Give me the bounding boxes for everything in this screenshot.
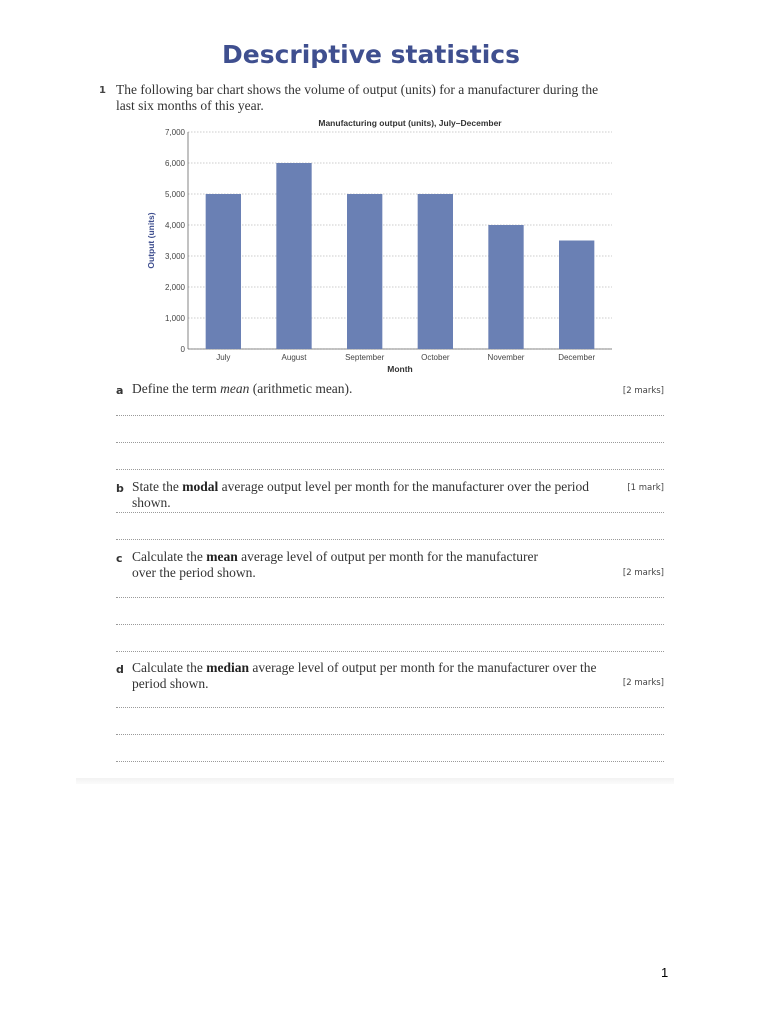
- x-tick-label: August: [281, 353, 307, 362]
- y-tick-label: 7,000: [164, 128, 185, 137]
- part-d-marks: [2 marks]: [622, 678, 664, 688]
- bar-chart: [140, 112, 620, 374]
- x-tick-label: September: [345, 353, 385, 362]
- y-tick-label: 1,000: [164, 314, 185, 323]
- question-number: 1: [99, 85, 106, 96]
- bar-november: [488, 225, 523, 349]
- part-a-marks: [2 marks]: [622, 386, 664, 396]
- y-tick-label: 2,000: [164, 283, 185, 292]
- bar-august: [276, 163, 311, 349]
- answer-line[interactable]: [116, 539, 664, 540]
- question-intro: The following bar chart shows the volume of output (units) for a manufacturer during the last six months of this year.: [116, 82, 599, 113]
- bar-chart-svg: [140, 112, 620, 374]
- answer-line[interactable]: [116, 469, 664, 470]
- bar-september: [347, 194, 382, 349]
- x-tick-label: July: [216, 353, 231, 362]
- part-b-label: b: [116, 482, 124, 495]
- x-tick-label: November: [487, 353, 525, 362]
- chart-title: Manufacturing output (units), July–December: [318, 118, 502, 128]
- y-tick-label: 3,000: [164, 252, 185, 261]
- answer-line[interactable]: [116, 761, 664, 762]
- answer-line[interactable]: [116, 707, 664, 708]
- page-title: Descriptive statistics: [222, 40, 520, 69]
- y-tick-label: 4,000: [164, 221, 185, 230]
- answer-line[interactable]: [116, 624, 664, 625]
- bar-october: [418, 194, 453, 349]
- answer-line[interactable]: [116, 651, 664, 652]
- part-c-label: c: [116, 552, 123, 565]
- bar-december: [559, 241, 594, 350]
- bar-july: [206, 194, 241, 349]
- x-axis-title: Month: [387, 364, 413, 374]
- part-b-marks: [1 mark]: [627, 483, 664, 493]
- part-d-label: d: [116, 663, 124, 676]
- answer-line[interactable]: [116, 597, 664, 598]
- part-d-text: Calculate the median average level of output per month for the manufacturer over the period shown.: [132, 660, 597, 691]
- x-tick-label: October: [421, 353, 450, 362]
- part-c-text: Calculate the mean average level of output per month for the manufacturer over the period shown.: [132, 549, 538, 580]
- answer-line[interactable]: [116, 415, 664, 416]
- part-c-marks: [2 marks]: [622, 568, 664, 578]
- y-tick-label: 5,000: [164, 190, 185, 199]
- part-a-label: a: [116, 384, 124, 397]
- x-tick-label: December: [558, 353, 596, 362]
- scan-edge: [76, 778, 674, 784]
- y-axis-title: Output (units): [146, 212, 156, 269]
- answer-line[interactable]: [116, 442, 664, 443]
- answer-line[interactable]: [116, 734, 664, 735]
- answer-line[interactable]: [116, 512, 664, 513]
- page-number: 1: [661, 965, 669, 980]
- part-b-text: State the modal average output level per month for the manufacturer over the period shown.: [132, 479, 589, 510]
- part-a-text: Define the term mean (arithmetic mean).: [132, 381, 353, 396]
- y-tick-label: 0: [180, 345, 185, 354]
- y-tick-label: 6,000: [164, 159, 185, 168]
